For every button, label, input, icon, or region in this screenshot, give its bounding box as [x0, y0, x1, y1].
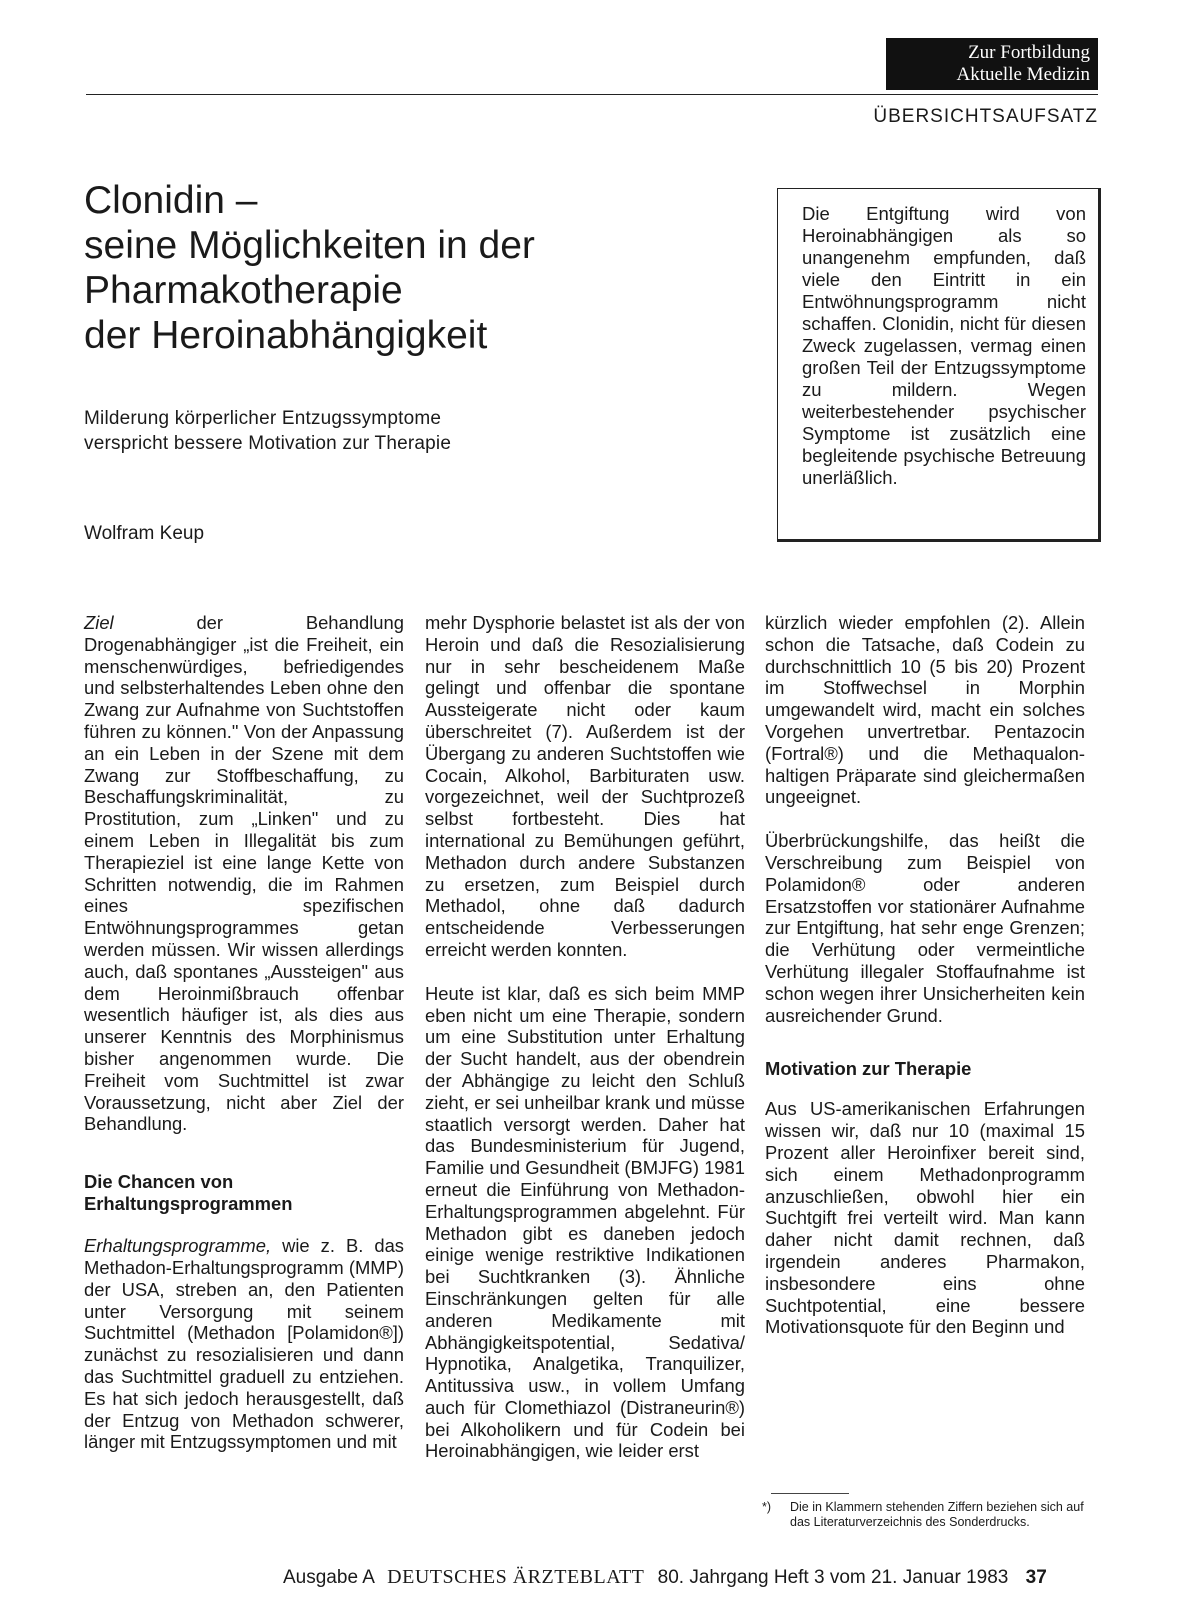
section-heading — [84, 1171, 404, 1215]
column-1 — [84, 612, 404, 1453]
body-paragraph: Überbrückungshilfe, das heißt die Verschreibung zum Beispiel von Polamidon® oder anderen Ersatzstoffen vor stationärer Aufnahme zur Entgiftung, hat sehr enge Grenzen; die Verhütung oder vermeintliche Verhütung illegaler Stoffaufnahme ist schon wegen ihrer Unsicherheiten kein ausreichender Grund. — [765, 830, 1085, 1026]
title-line: seine Möglichkeiten in der — [84, 224, 535, 267]
footnote — [762, 1500, 1092, 1530]
header-rule — [86, 94, 1098, 95]
column-3 — [765, 612, 1085, 1338]
abstract-box — [777, 188, 1101, 542]
footnote-mark: *) — [762, 1500, 772, 1514]
paragraph-text: der Behandlung Drogenabhängiger „ist die Freiheit, ein menschenwürdiges, befriedigendes und selbsterhaltendes Leben ohne den Zwang zur Aufnahme von Suchtstoffen führen zu können." Von der Anpassung an ein Leben in der Szene mit dem Zwang zur Stoffbeschaffung, zu Beschaffungskriminalität, zu Prostitution, zum „Linken" und zu einem Leben in Illegalität bis zum Therapieziel ist eine lange Kette von Schritten notwendig, die im Rahmen eines spezifischen Entwöhnungsprogrammes getan werden müssen. Wir wissen allerdings auch, daß spontanes „Aussteigen" aus dem Heroinmißbrauch offenbar wesentlich häufiger ist, als dies aus unserer Kenntnis des Morphinismus bisher angenommen wurde. Die Freiheit vom Suchtmittel ist zwar Voraussetzung, nicht aber Ziel der Behandlung. — [84, 612, 404, 1135]
paragraph-lead: Ziel — [84, 612, 114, 633]
section-badge — [886, 38, 1098, 90]
abstract-text: Die Entgiftung wird von Heroinabhängigen als so unangenehm empfunden, daß viele den Eintritt in ein Entwöhnungsprogramm nicht schaffen. Clonidin, nicht für diesen Zweck zugelassen, vermag einen großen Teil der Entzugssymptome zu mildern. Wegen weiterbestehender psychischer Symptome ist zusätzlich eine begleitende psychische Betreuung unerläßlich. — [802, 203, 1086, 488]
article-subtitle — [84, 406, 451, 456]
footnote-text: Die in Klammern stehenden Ziffern beziehen sich auf das Literaturverzeichnis des Sonderdrucks. — [790, 1500, 1084, 1529]
badge-line-2: Aktuelle Medizin — [956, 64, 1090, 85]
title-line: Pharmakotherapie — [84, 269, 403, 312]
title-line: der Heroinabhängigkeit — [84, 314, 488, 357]
footer-edition: Ausgabe A — [283, 1567, 374, 1588]
section-label: ÜBERSICHTSAUFSATZ — [873, 106, 1098, 127]
paragraph-text: wie z. B. das Methadon-Erhaltungsprogramm (MMP) der USA, streben an, den Patienten unter Versorgung mit seinem Suchtmittel (Methadon [Polamidon®]) zunächst zu resozialisieren und dann das Suchtmittel graduell zu entziehen. Es hat sich jedoch herausgestellt, daß der Entzug von Methadon schwerer, länger mit Entzugssymptomen und mit — [84, 1235, 404, 1453]
paragraph-lead: Erhaltungsprogramme, — [84, 1235, 272, 1257]
section-heading: Motivation zur Therapie — [765, 1058, 972, 1080]
author-name: Wolfram Keup — [84, 523, 205, 544]
page-number: 37 — [1025, 1567, 1047, 1588]
footnote-rule — [771, 1493, 849, 1494]
subtitle-line: verspricht bessere Motivation zur Therapie — [84, 433, 452, 454]
title-line: Clonidin – — [84, 179, 258, 222]
footer-journal: DEUTSCHES ÄRZTEBLATT — [387, 1566, 645, 1588]
badge-line-1: Zur Fortbildung — [968, 42, 1090, 63]
page-footer — [283, 1566, 1047, 1589]
body-paragraph — [84, 1235, 404, 1453]
heading-line: Die Chancen von — [84, 1171, 234, 1193]
body-paragraph — [84, 612, 404, 1135]
body-paragraph: Aus US-amerikanischen Erfahrungen wissen wir, daß nur 10 (maximal 15 Prozent aller Heroinfixer bereit sind, sich einem Methadonprogramm anzuschließen, obwohl hier ein Suchtgift frei verteilt wird. Man kann daher nicht damit rechnen, daß irgendein anderes Pharmakon, insbesondere eins ohne Suchtpotential, eine bessere Motivationsquote für den Beginn und — [765, 1098, 1085, 1338]
body-paragraph: mehr Dysphorie belastet ist als der von Heroin und daß die Resozialisierung nur in sehr bescheidenem Maße gelingt und offenbar die spontane Aussteigerate nicht oder kaum überschreitet (7). Außerdem ist der Übergang zu anderen Suchtstoffen wie Cocain, Alkohol, Barbituraten usw. vorgezeichnet, weil der Suchtprozeß selbst fortbesteht. Dies hat international zu Bemühungen geführt, Methadon durch andere Substanzen zu ersetzen, zum Beispiel durch Methadol, ohne daß dadurch entscheidende Verbesserungen erreicht werden konnten. — [425, 612, 745, 960]
column-2 — [425, 612, 745, 1462]
body-paragraph: Heute ist klar, daß es sich beim MMP eben nicht um eine Therapie, sondern um eine Substitution unter Erhaltung der Sucht handelt, aus der obendrein der Abhängige zu leicht den Schluß zieht, er sei unheilbar krank und müsse staatlich versorgt werden. Daher hat das Bundesministerium für Jugend, Familie und Gesundheit (BMJFG) 1981 erneut die Einführung von Methadon-Erhaltungsprogrammen abgelehnt. Für Methadon gibt es daneben jedoch einige wenige restriktive Indikationen bei Suchtkranken (3). Ähnliche Einschränkungen gelten für alle anderen Medikamente mit Abhängigkeitspotential, Sedativa/ Hypnotika, Analgetika, Tranquilizer, Antitussiva usw., in vollem Umfang auch für Clomethiazol (Distraneurin®) bei Alkoholikern und für Codein bei Heroinabhängigen, wie leider erst — [425, 982, 745, 1462]
subtitle-line: Milderung körperlicher Entzugssymptome — [84, 408, 442, 429]
body-paragraph: kürzlich wieder empfohlen (2). Allein schon die Tatsache, daß Codein zu durchschnittlich 10 (5 bis 20) Prozent im Stoffwechsel in Morphin umgewandelt wird, macht ein solches Vorgehen unvertretbar. Pentazocin (Fortral®) und die Methaqualon-haltigen Präparate sind gleichermaßen ungeeignet. — [765, 612, 1085, 808]
article-title — [84, 178, 724, 358]
footer-issue: 80. Jahrgang Heft 3 vom 21. Januar 1983 — [657, 1567, 1009, 1588]
heading-line: Erhaltungsprogrammen — [84, 1193, 293, 1215]
